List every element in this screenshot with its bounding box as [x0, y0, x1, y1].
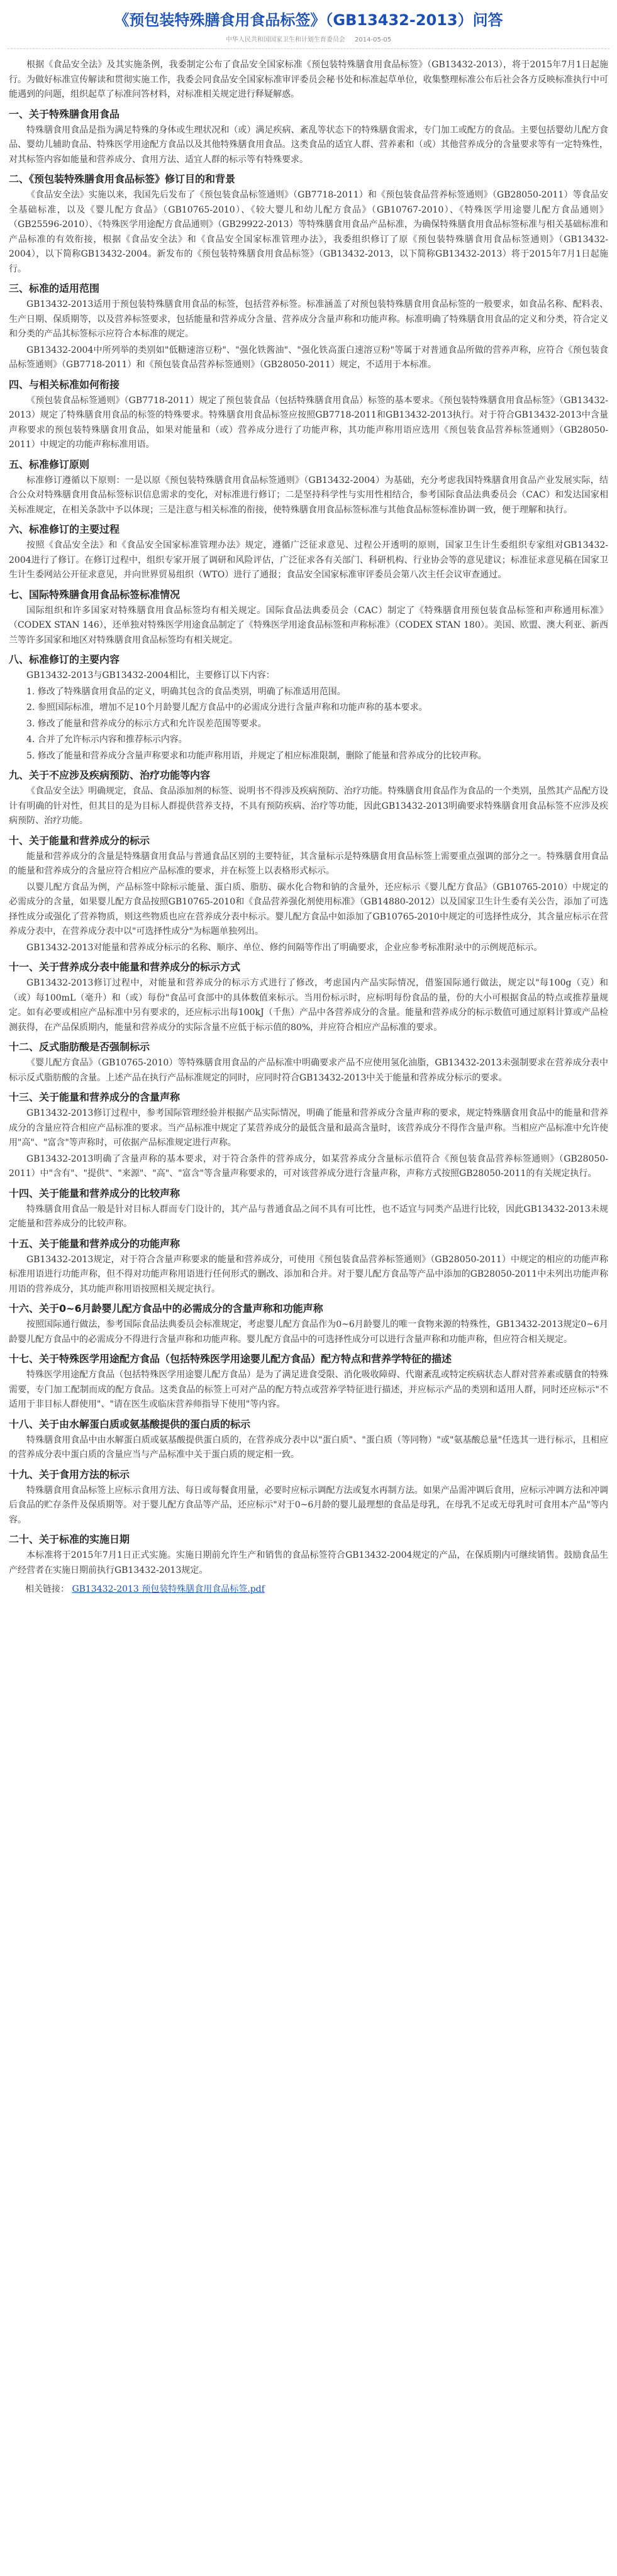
section-paragraph: GB13432-2013修订过程中，对能量和营养成分的标示方式进行了修改，考虑国内产品实际情况，借鉴国际通行做法，规定以"每100g（克）和（或）每100mL（毫升）和（或）每份"食品可食部中的具体数值来标示。当用份标示时，应标明每份食品的量，份的大小可根据食品的特点或推荐量规定。如有必要或相应产品标准中另有要求的，还应标示出每100kJ（千焦）产品中各营养成分的含量。能量和营养成分的标示数值可通过原料计算或产品检测获得，在产品保质期内，能量和营养成分的实际含量不应低于标示值的80%，并应符合相应产品标准的要求。 [9, 978, 608, 1033]
section-paragraph: 3. 修改了能量和营养成分的标示方式和允许误差范围等要求。 [26, 718, 267, 729]
section-paragraph: 《预包装食品标签通则》（GB7718-2011）规定了预包装食品（包括特殊膳食用食品）标签的基本要求。《预包装特殊膳食用食品标签》（GB13432-2013）规定了特殊膳食用食品的标签的特殊要求。特殊膳食用食品标签应按照GB7718-2011和GB13432-2013执行。对于符合GB13432-2013中含量声称要求的预包装特殊膳食用食品，如果对能量和（或）营养成分进行了功能声称，其功能声称用语应选用《预包装食品营养标签通则》（GB28050-2011）中规定的功能声称标准用语。 [9, 395, 608, 450]
section-paragraph: 5. 修改了能量和营养成分含量声称要求和功能声称用语，并规定了相应标准限制，删除了能量和营养成分的比较声称。 [26, 750, 487, 761]
section-heading: 四、与相关标准如何衔接 [9, 378, 120, 391]
article-page [8, 0, 609, 1597]
section-paragraph: 《婴儿配方食品》（GB10765-2010）等特殊膳食用食品的产品标准中明确要求产品不应使用氢化油脂，GB13432-2013未强制要求在营养成分表中标示反式脂肪酸的含量。上述产品在执行产品标准规定的同时，应同时符合GB13432-2013中关于能量和营养成分标示的要求。 [9, 1058, 608, 1083]
related-pdf-link[interactable]: GB13432-2013 预包装特殊膳食用食品标签.pdf [72, 1584, 265, 1594]
section-paragraph: 本标准将于2015年7月1日正式实施。实施日期前允许生产和销售的食品标签符合GB13432-2004规定的产品，在保质期内可继续销售。鼓励食品生产经营者在实施日期前执行GB13432-2013规定。 [9, 1550, 608, 1575]
section-paragraph: GB13432-2013对能量和营养成分标示的名称、顺序、单位、修约间隔等作出了明确要求，企业应参考标准附录中的示例规范标示。 [26, 942, 543, 953]
section-heading: 十七、关于特殊医学用途配方食品（包括特殊医学用途婴儿配方食品）配方特点和营养学特征的描述 [9, 1353, 452, 1365]
section-heading: 八、标准修订的主要内容 [9, 653, 120, 665]
section-heading: 十、关于能量和营养成分的标示 [9, 834, 150, 847]
section-paragraph: 特殊膳食用食品一般是针对目标人群而专门设计的，其产品与普通食品之间不具有可比性，也不适宜与同类产品进行比较，因此GB13432-2013未规定能量和营养成分的比较声称。 [9, 1204, 608, 1229]
article-title: 《预包装特殊膳食用食品标签》（GB13432-2013）问答 [114, 11, 503, 29]
section-paragraph: 特殊膳食用食品是指为满足特殊的身体或生理状况和（或）满足疾病、紊乱等状态下的特殊膳食需求，专门加工或配方的食品。主要包括婴幼儿配方食品、婴幼儿辅助食品、特殊医学用途配方食品以及其他特殊膳食用食品。这类食品的适宜人群、营养素和（或）其他营养成分的含量要求等有一定特殊性，对其标签内容如能量和营养成分、食用方法、适宜人群的标示等有特殊要求。 [9, 125, 608, 165]
section-heading: 十一、关于营养成分表中能量和营养成分的标示方式 [9, 961, 241, 973]
section-paragraph: 特殊医学用途配方食品（包括特殊医学用途婴儿配方食品）是为了满足进食受限、消化吸收障碍、代谢紊乱或特定疾病状态人群对营养素或膳食的特殊需要，专门加工配制而成的配方食品。这类食品的标签上可对产品的配方特点或营养学特征进行描述，并应标示产品的类别和适用人群，同时还应标示"不适用于非目标人群使用"、"请在医生或临床营养师指导下使用"等内容。 [9, 1370, 608, 1409]
article-source: 中华人民共和国国家卫生和计划生育委员会 [225, 36, 345, 43]
section-heading: 十六、关于0~6月龄婴儿配方食品中的必需成分的含量声称和功能声称 [9, 1302, 323, 1314]
section-heading: 六、标准修订的主要过程 [9, 523, 120, 535]
section-paragraph: 按照《食品安全法》和《食品安全国家标准管理办法》规定，遵循广泛征求意见、过程公开透明的原则，国家卫生计生委组织专家组对GB13432-2004进行了修订。在修订过程中，组织专家开展了调研和风险评估，广泛征求各有关部门、科研机构、行业协会等的意见建议；标准征求意见稿在国家卫生计生委网站公开征求意见，并向世界贸易组织（WTO）进行了通报；食品安全国家标准审评委员会第八次主任会议审查通过。 [9, 540, 608, 580]
section-paragraph: 4. 合并了允许标示内容和推荐标示内容。 [26, 735, 187, 745]
section-heading: 十四、关于能量和营养成分的比较声称 [9, 1187, 181, 1199]
section-heading: 十二、反式脂肪酸是否强制标示 [9, 1041, 150, 1053]
section-heading: 一、关于特殊膳食用食品 [9, 108, 120, 120]
section-heading: 十三、关于能量和营养成分的含量声称 [9, 1091, 181, 1103]
section-paragraph: GB13432-2013规定，对于符合含量声称要求的能量和营养成分，可使用《预包装食品营养标签通则》（GB28050-2011）中规定的相应的功能声称标准用语进行功能声称，但不得对功能声称用语进行任何形式的删改、添加和合并。对于婴儿配方食品等产品中添加的GB28050-2011中未列出功能声称用语的营养成分，其功能声称用语按照相关规定执行。 [9, 1254, 608, 1294]
article-body [8, 58, 609, 1578]
section-paragraph: 特殊膳食用食品中由水解蛋白质或氨基酸提供蛋白质的，在营养成分表中以"蛋白质"、"蛋白质（等同物）"或"氨基酸总量"任选其一进行标示，且相应的营养成分表中蛋白质的含量应当与产品标准中关于蛋白质的规定相一致。 [9, 1435, 608, 1460]
section-paragraph: 1. 修改了特殊膳食用食品的定义，明确其包含的食品类别，明确了标准适用范围。 [26, 686, 346, 697]
section-paragraph: 《食品安全法》明确规定，食品、食品添加剂的标签、说明书不得涉及疾病预防、治疗功能。特殊膳食用食品作为食品的一个类别，虽然其产品配方设计有明确的针对性，但其目的是为目标人群提供营养支持，不具有预防疾病、治疗等功能，因此GB13432-2013明确要求特殊膳食用食品标签不应涉及疾病预防、治疗功能。 [9, 786, 608, 826]
article-date: 2014-05-05 [355, 36, 392, 43]
section-paragraph: 根据《食品安全法》及其实施条例，我委制定公布了食品安全国家标准《预包装特殊膳食用食品标签》（GB13432-2013），将于2015年7月1日起施行。为做好标准宣传解读和贯彻实施工作，我委会同食品安全国家标准审评委员会秘书处和标准起草单位，收集整理标准公布后社会各方反映标准执行中可能遇到的问题，组织起草了标准问答材料，对标准相关规定进行释疑解惑。 [9, 60, 608, 99]
section-paragraph: GB13432-2013适用于预包装特殊膳食用食品的标签，包括营养标签。标准涵盖了对预包装特殊膳食用食品标签的一般要求，如食品名称、配料表、生产日期、保质期等，以及营养标签要求，包括能量和营养成分含量、营养成分含量声称和功能声称。标准明确了特殊膳食用食品的定义和分类，符合定义和分类的产品其标签标示应符合本标准的规定。 [9, 299, 608, 339]
section-heading: 七、国际特殊膳食用食品标签标准情况 [9, 588, 181, 601]
section-paragraph: 2. 参照国际标准，增加不足10个月龄婴儿配方食品中的必需成分进行含量声称和功能声称的基本要求。 [26, 702, 428, 713]
section-paragraph: 按照国际通行做法，参考国际食品法典委员会标准规定，考虑婴儿配方食品作为0~6月龄婴儿的唯一食物来源的特殊性，GB13432-2013规定0~6月龄婴儿配方食品中的必需成分不得进行含量声称和功能声称。婴儿配方食品中的可选择性成分可以进行含量声称和功能声称，但应符合相关规定。 [9, 1319, 608, 1345]
section-heading: 十五、关于能量和营养成分的功能声称 [9, 1237, 181, 1250]
section-paragraph: 《食品安全法》实施以来，我国先后发布了《预包装食品标签通则》（GB7718-2011）和《预包装食品营养标签通则》（GB28050-2011）等食品安全基础标准，以及《婴儿配方食品》（GB10765-2010）、《较大婴儿和幼儿配方食品》（GB10767-2010）、《特殊医学用途婴儿配方食品通则》（GB25596-2010）、《特殊医学用途配方食品通则》（GB29922-2013）等特殊膳食用食品产品标准，为确保特殊膳食用食品标签标准与相关基础标准和产品标准的有效衔接，根据《食品安全法》和《食品安全国家标准管理办法》，我委组织修订了原《预包装特殊膳食用食品标签通则》（GB13432-2004），以下简称GB13432-2004。新发布的《预包装特殊膳食用食品标签》（GB13432-2013，以下简称GB13432-2013）将于2015年7月1日起施行。 [9, 190, 608, 274]
related-links [8, 1582, 609, 1597]
article-meta [8, 34, 609, 49]
section-paragraph: GB13432-2004中所列举的类别如"低糖速溶豆粉"、"强化铁酱油"、"强化铁高蛋白速溶豆粉"等属于对普通食品所做的营养声称，应符合《预包装食品标签通则》（GB7718-2011）和《预包装食品营养标签通则》（GB28050-2011）规定，不适用于本标准。 [9, 345, 608, 370]
section-heading: 十八、关于由水解蛋白质或氨基酸提供的蛋白质的标示 [9, 1418, 251, 1430]
section-paragraph: GB13432-2013明确了含量声称的基本要求，对于符合条件的营养成分，如某营养成分含量标示值符合《预包装食品营养标签通则》（GB28050-2011）中"含有"、"提供"、"来源"、"高"、"富含"等含量声称要求的，可对该营养成分进行含量声称，声称方式按照GB28050-2011的有关规定执行。 [9, 1153, 608, 1179]
section-heading: 十九、关于食用方法的标示 [9, 1468, 130, 1480]
section-heading: 三、标准的适用范围 [9, 282, 100, 294]
section-paragraph: 国际组织和许多国家对特殊膳食用食品标签均有相关规定。国际食品法典委员会（CAC）制定了《特殊膳食用预包装食品标签和声称通用标准》（CODEX STAN 146），还单独对特殊医学用途食品制定了《特殊医学用途食品标签和声称标准》（CODEX STAN 180）。美国、欧盟、澳大利亚、新西兰等许多国家和地区对特殊膳食用食品标签均有相关规定。 [9, 605, 608, 645]
section-heading: 九、关于不应涉及疾病预防、治疗功能等内容 [9, 769, 211, 781]
section-heading: 二、《预包装特殊膳食用食品标签》修订目的和背景 [9, 173, 236, 185]
related-label: 相关链接： [25, 1584, 69, 1594]
section-paragraph: GB13432-2013修订过程中，参考国际管理经验并根据产品实际情况，明确了能量和营养成分含量声称的要求，规定特殊膳食用食品中的能量和营养成分的含量应符合相应产品标准的要求。当产品标准中规定了某营养成分的最低含量和最高含量时，该营养成分不得作含量声称。当相应产品标准中允许使用"高"、"富含"等声称时，可依据产品标准规定进行声称。 [9, 1108, 608, 1148]
section-heading: 五、标准修订原则 [9, 458, 90, 470]
section-paragraph: 标准修订遵循以下原则：一是以原《预包装特殊膳食用食品标签通则》（GB13432-2004）为基础，充分考虑我国特殊膳食用食品产业发展实际，结合公众对特殊膳食用食品标签标识信息需求的变化，对标准进行修订；二是坚持科学性与实用性相结合，参考国际食品法典委员会（CAC）和发达国家相关标准规定，在相关条款中予以体现；三是注意与相关标准的衔接，使特殊膳食用食品标签标准与其他食品标签标准协调一致，便于理解和执行。 [9, 475, 608, 515]
section-paragraph: 能量和营养成分的含量是特殊膳食用食品与普通食品区别的主要特征，其含量标示是特殊膳食用食品标签上需要重点强调的部分之一。特殊膳食用食品的能量和营养成分的含量应符合相应产品标准的要求，并在标签上以表格形式标示。 [9, 851, 608, 876]
section-paragraph: GB13432-2013与GB13432-2004相比，主要修订以下内容： [26, 670, 275, 680]
section-paragraph: 特殊膳食用食品标签上应标示食用方法、每日或每餐食用量，必要时应标示调配方法或复水再制方法。如果产品需冲调后食用，应标示冲调方法和冲调后食品的贮存条件及保质期等。对于婴儿配方食品等产品，还应标示"对于0~6月龄的婴儿最理想的食品是母乳，在母乳不足或无母乳时可食用本产品"等内容。 [9, 1485, 608, 1525]
section-paragraph: 以婴儿配方食品为例，产品标签中除标示能量、蛋白质、脂肪、碳水化合物和钠的含量外，还应标示《婴儿配方食品》（GB10765-2010）中规定的必需成分的含量，如果婴儿配方食品按照GB10765-2010和《食品营养强化剂使用标准》（GB14880-2012）以及国家卫生计生委有关公告，添加了可选择性成分或强化了营养物质，则这些物质也应在营养成分表中标示。婴儿配方食品中如添加了GB10765-2010中规定的可选择性成分，其含量应标示在营养成分表中，在营养成分表中以"可选择性成分"为标题单独列出。 [9, 882, 608, 936]
section-heading: 二十、关于标准的实施日期 [9, 1533, 130, 1545]
